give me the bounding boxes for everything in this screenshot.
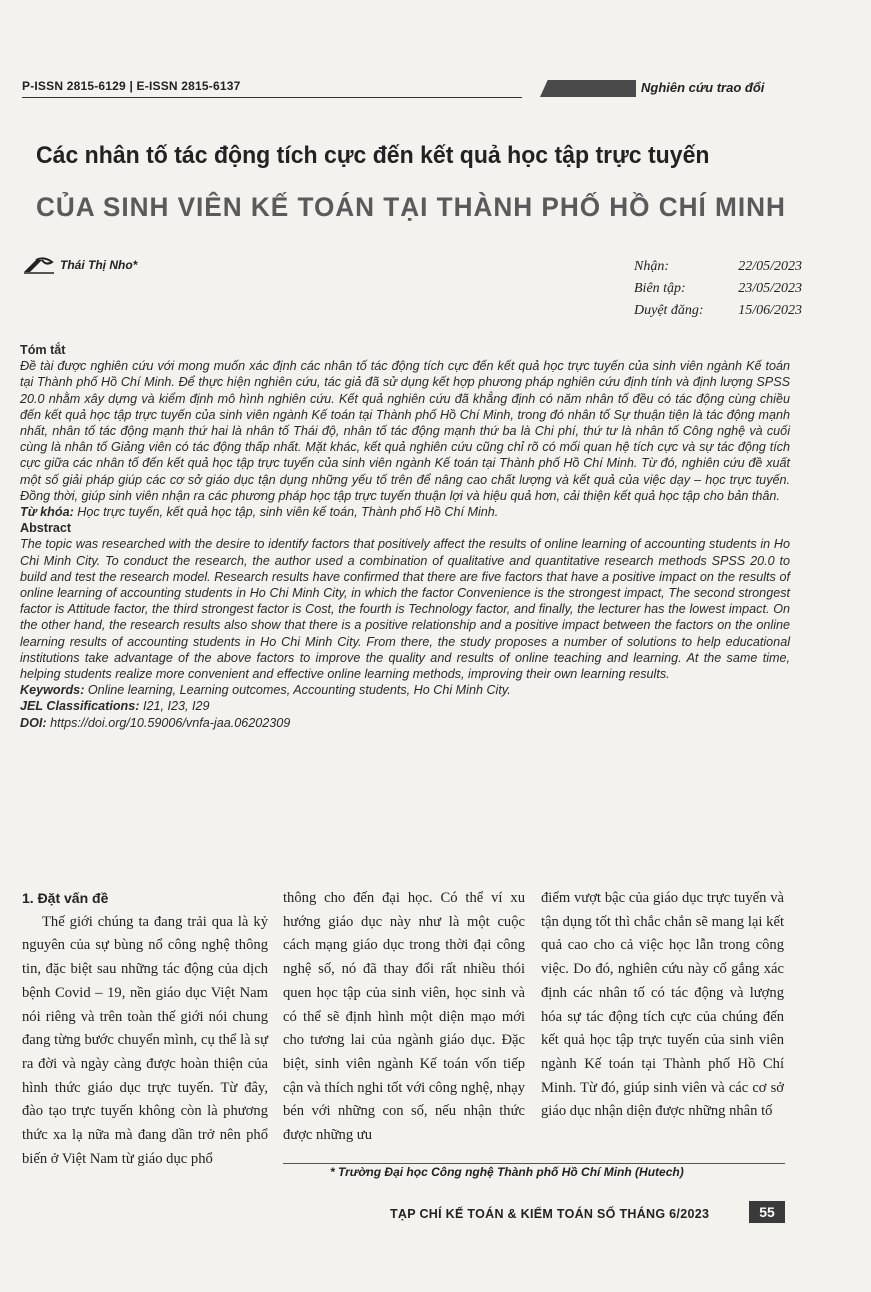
journal-footer: TẠP CHÍ KẾ TOÁN & KIỂM TOÁN SỐ THÁNG 6/2023 [390, 1207, 710, 1221]
body-text-2: thông cho đến đại học. Có thể ví xu hướng giáo dục này như là một cuộc cách mạng giáo dục trong thời đại công nghệ số, nó đã thay đổi rất nhiều thói quen học tập của sinh viên, học sinh và có thể sẽ định hình một diện mạo mới cho tương lai của ngành giáo dục. Đặc biệt, sinh viên ngành Kế toán vốn tiếp cận và thích nghi tốt với công nghệ, nhạy bén với những con số, nếu nhận thức được những ưu [283, 890, 525, 1144]
summary-keywords: Từ khóa: Học trực tuyến, kết quả học tập, sinh viên kế toán, Thành phố Hồ Chí Minh. [20, 505, 499, 520]
section-bar [540, 80, 636, 97]
issn-line: P-ISSN 2815-6129 | E-ISSN 2815-6137 [22, 79, 241, 93]
body-column-3 [541, 887, 784, 1124]
footnote-rule [283, 1163, 785, 1164]
header-rule [22, 97, 522, 98]
summary-text: Đề tài được nghiên cứu với mong muốn xác định các nhân tố tác động tích cực đến kết quả học trực tuyến của sinh viên ngành Kế toán tại Thành phố Hồ Chí Minh. Để thực hiện nghiên cứu, tác giả đã sử dụng kết hợp phương pháp nghiên cứu định tính và định lượng SPSS 20.0 nhằm xây dựng và kiểm định mô hình nghiên cứu. Kết quả nghiên cứu đã khẳng định có năm nhân tố đều có tác động cùng chiều đến kết quả học tập trực tuyến của sinh viên ngành Kế toán tại Thành phố Hồ Chí Minh, trong đó nhân tố Sự thuận tiện là tác động mạnh nhất, nhân tố tác động mạnh thứ hai là nhân tố Thái độ, nhân tố tác động mạnh thứ ba là Chi phí, thứ tư là nhân tố Công nghệ và cuối cùng là nhân tố Giảng viên có tác động thấp nhất. Mặt khác, kết quả nghiên cứu cũng chỉ rõ có mối quan hệ tích cực và sự tác động tích cực giữa các nhân tố đến kết quả học tập trực tuyến của sinh viên ngành Kế toán tại Thành phố Hồ Chí Minh. Từ đó, nghiên cứu đề xuất một số giải pháp giúp các cơ sở giáo dục tận dụng những yếu tố trên để nâng cao chất lượng và kết quả của việc dạy – học trực tuyến. Đồng thời, giúp sinh viên nhận ra các phương pháp học tập trực tuyến thuận lợi và hiệu quả hơn, cải thiện kết quả học tập cho bản thân. [20, 359, 790, 503]
jel-classifications: JEL Classifications: I21, I23, I29 [20, 699, 210, 714]
body-text-1: Thế giới chúng ta đang trải qua là kỷ nguyên của sự bùng nổ công nghệ thông tin, đặc biệt sau những tác động của dịch bệnh Covid – 19, nền giáo dục Việt Nam nói riêng và trên toàn thế giới nói chung đang từng bước chuyển mình, cụ thể là sự ra đời và ngày càng được hoàn thiện của hình thức giáo dục trực tuyến. Từ đây, đào tạo trực tuyến không còn là phương thức xa lạ nữa mà đang dần trở nên phổ biến ở Việt Nam từ giáo dục phổ [22, 913, 268, 1167]
body-text-3: điểm vượt bậc của giáo dục trực tuyến và tận dụng tốt thì chắc chắn sẽ mang lại kết quả cao cho cả việc học lẫn trong công việc. Do đó, nghiên cứu này cố gắng xác định các nhân tố có tác động và lượng hóa sự tác động tích cực của chúng đến kết quả học tập trực tuyến của sinh viên ngành Kế toán tại Thành phố Hồ Chí Minh. Từ đó, giúp sinh viên và các cơ sở giáo dục nhận diện được những nhân tố [541, 890, 784, 1120]
article-title-line2: CỦA SINH VIÊN KẾ TOÁN TẠI THÀNH PHỐ HỒ CHÍ MINH [36, 192, 786, 222]
summary-heading: Tóm tắt [20, 343, 66, 357]
date-received: Nhận: 22/05/2023 [634, 259, 802, 274]
pen-icon [22, 256, 56, 274]
abstract-keywords: Keywords: Online learning, Learning outcomes, Accounting students, Ho Chi Minh City. [20, 683, 511, 698]
section-label: Nghiên cứu trao đổi [641, 80, 765, 95]
affiliation-footnote: * Trường Đại học Công nghệ Thành phố Hồ Chí Minh (Hutech) [330, 1165, 684, 1179]
author-row [22, 256, 137, 274]
dates-box [634, 256, 802, 322]
section-heading: 1. Đặt vấn đề [22, 890, 109, 906]
doi: DOI: https://doi.org/10.59006/vnfa-jaa.06202309 [20, 715, 291, 730]
date-edited: Biên tập: 23/05/2023 [634, 281, 802, 296]
author-name: Thái Thị Nho* [60, 258, 138, 272]
doi-link[interactable]: https://doi.org/10.59006/vnfa-jaa.06202309 [50, 715, 291, 730]
body-column-2 [283, 887, 525, 1148]
abstract-text: The topic was researched with the desire to identify factors that positively affect the results of online learning of accounting students in Ho Chi Minh City. To conduct the research, the author used a combination of qualitative and quantitative research methods SPSS 20.0 to build and test the research model. Research results have confirmed that there are five factors that have a positive impact on the results of online learning of accounting students in Ho Chi Minh City, in which the factor Convenience is the strongest impact, The second strongest factor is Attitude factor, the third strongest factor is Cost, the fourth is Technology factor, and finally, the lecturer has the lowest impact. On the other hand, the research results also show that there is a positive relationship and a positive impact between the factors on the online learning results of accounting students in Ho Chi Minh City. From there, the study proposes a number of solutions to help educational institutions take advantage of the above factors to improve the quality and results of online teaching and learning. At the same time, helping students realize more convenient and effective online learning methods, improving their own learning results. [20, 537, 790, 682]
abstract-block [20, 342, 790, 731]
article-title-line1: Các nhân tố tác động tích cực đến kết quả học tập trực tuyến [36, 142, 710, 169]
date-approved: Duyệt đăng: 15/06/2023 [634, 303, 802, 318]
body-column-1 [22, 887, 268, 1171]
abstract-heading: Abstract [20, 521, 72, 536]
page-number: 55 [749, 1201, 785, 1223]
